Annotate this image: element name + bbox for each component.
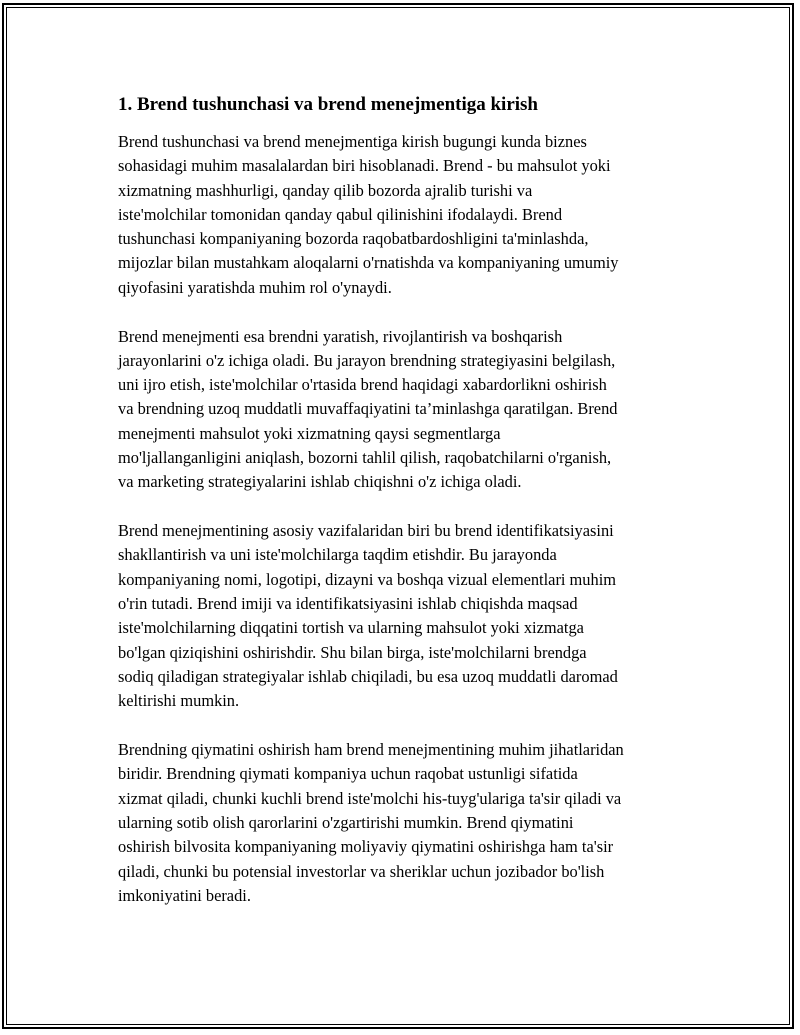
paragraph-3: Brend menejmentining asosiy vazifalaridan biri bu brend identifikatsiyasini shakllantirish va uni iste'molchilarga taqdim etishdir. Bu jarayonda kompaniyaning nomi, logotipi, dizayni va boshqa vizual elementlari muhim o'rin tutadi. Brend imiji va identifikatsiyasini ishlab chiqishda maqsad iste'molchilarning diqqatini tortish va ularning mahsulot yoki xizmatga bo'lgan qiziqishini oshirishdir. Shu bilan birga, iste'molchilarni brendga sodiq qiladigan strategiyalar ishlab chiqiladi, bu esa uzoq muddatli daromad keltirishi mumkin. [118, 521, 618, 711]
paragraph-2: Brend menejmenti esa brendni yaratish, rivojlantirish va boshqarish jarayonlarini o'z ichiga oladi. Bu jarayon brendning strategiyasini belgilash, uni ijro etish, iste'molchilar o'rtasida brend haqidagi xabardorlikni oshirish va brendning uzoq muddatli muvaffaqiyatini ta’minlashga qaratilgan. Brend menejmenti mahsulot yoki xizmatning qaysi segmentlarga mo'ljallanganligini aniqlash, bozorni tahlil qilish, raqobatchilarni o'rganish, va marketing strategiyalarini ishlab chiqishni o'z ichiga oladi. [118, 326, 618, 492]
section-heading: 1. Brend tushunchasi va brend menejmentiga kirish [118, 94, 539, 115]
document-body [118, 92, 690, 933]
paragraph-1: Brend tushunchasi va brend menejmentiga kirish bugungi kunda biznes sohasidagi muhim masalalardan biri hisoblanadi. Brend - bu mahsulot yoki xizmatning mashhurligi, qanday qilib bozorda ajralib turishi va iste'molchilar tomonidan qanday qabul qilinishini ifodalaydi. Brend tushunchasi kompaniyaning bozorda raqobatbardoshligini ta'minlashda, mijozlar bilan mustahkam aloqalarni o'rnatishda va kompaniyaning umumiy qiyofasini yaratishda muhim rol o'ynaydi. [118, 132, 619, 297]
paragraph-4: Brendning qiymatini oshirish ham brend menejmentining muhim jihatlaridan biridir. Brendning qiymati kompaniya uchun raqobat ustunligi sifatida xizmat qiladi, chunki kuchli brend iste'molchi his-tuyg'ulariga ta'sir qiladi va ularning sotib olish qarorlarini o'zgartirishi mumkin. Brend qiymatini oshirish bilvosita kompaniyaning moliyaviy qiymatini oshirishga ham ta'sir qiladi, chunki bu potensial investorlar va sheriklar uchun jozibador bo'lish imkoniyatini beradi. [118, 740, 624, 905]
